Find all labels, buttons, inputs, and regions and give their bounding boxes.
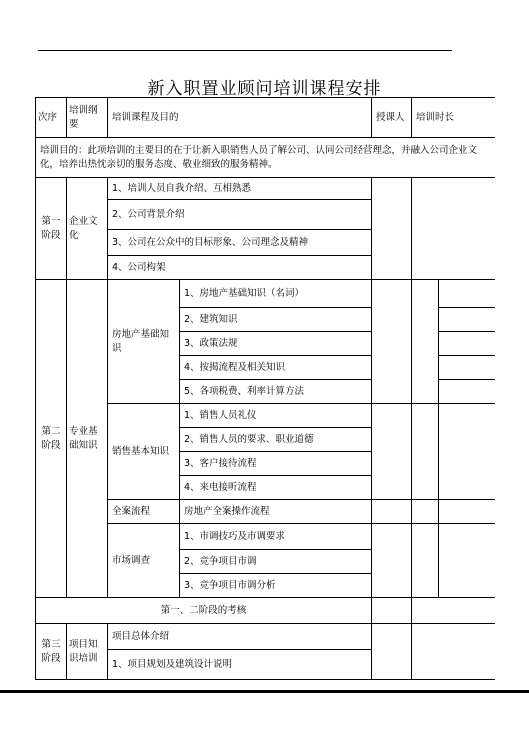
stage2-item: 2、建筑知识 <box>180 308 372 332</box>
stage2-group-name: 销售基本知识 <box>108 404 180 500</box>
stage2-date-cell <box>439 356 496 380</box>
stage2-duration-cell <box>412 500 439 524</box>
stage2-duration-cell <box>412 524 439 598</box>
stage3-teacher-cell <box>372 624 412 680</box>
stage2-item: 2、竞争项目市调 <box>180 550 372 574</box>
stage1-item: 3、公司在公众中的目标形象、公司理念及精神 <box>108 230 372 256</box>
stage2-item: 3、客户接待流程 <box>180 452 372 476</box>
header-order: 次序 <box>36 98 67 138</box>
stage2-item: 3、政策法规 <box>180 332 372 356</box>
stage2-duration-cell <box>412 404 439 500</box>
stage2-date-cell <box>439 280 496 308</box>
stage1-item: 4、公司构架 <box>108 256 372 280</box>
stage2-group-name: 市场调查 <box>108 524 180 598</box>
training-schedule-table <box>35 97 495 700</box>
stage2-group-name: 房地产基础知识 <box>108 280 180 404</box>
exam-duration-cell <box>412 598 496 624</box>
stage2-item: 4、按揭流程及相关知识 <box>180 356 372 380</box>
stage2-date-cell <box>439 380 496 404</box>
exam-teacher-cell <box>372 598 412 624</box>
stage2-item: 1、市调技巧及市调要求 <box>180 524 372 550</box>
top-rule <box>38 50 452 51</box>
stage2-date-cell <box>439 404 496 500</box>
stage-exam: 第一、二阶段的考核 <box>36 598 372 624</box>
stage2-item: 5、各项税费、利率计算方法 <box>180 380 372 404</box>
stage3-item: 项目总体介绍 <box>108 624 372 650</box>
stage2-item: 3、竞争项目市调分析 <box>180 574 372 598</box>
stage2-item: 1、房地产基础知识（名词） <box>180 280 372 308</box>
stage1-teacher-cell <box>372 178 412 280</box>
stage3-duration-cell <box>412 624 496 680</box>
stage2-item: 房地产全案操作流程 <box>180 500 372 524</box>
stage1-item: 1、培训人员自我介绍、互相熟悉 <box>108 178 372 200</box>
header-duration: 培训时长 <box>412 98 496 138</box>
stage2-label: 第二阶段 <box>36 280 67 598</box>
stage2-date-cell <box>439 524 496 598</box>
stage2-teacher-cell <box>372 404 412 500</box>
stage2-teacher-cell <box>372 500 412 524</box>
table-header-row <box>36 98 496 138</box>
header-outline: 培训纲要 <box>67 98 108 138</box>
stage2-date-cell <box>439 308 496 332</box>
header-teacher: 授课人 <box>372 98 412 138</box>
stage1-item: 2、公司背景介绍 <box>108 200 372 230</box>
page-title: 新入职置业顾问培训课程安排 <box>147 79 382 99</box>
stage2-group-name: 全案流程 <box>108 500 180 524</box>
stage3-label: 第三阶段 <box>36 624 67 680</box>
stage2-date-cell <box>439 500 496 524</box>
stage3-outline: 项目知识培训 <box>67 624 108 680</box>
stage1-outline: 企业文化 <box>67 178 108 280</box>
stage2-item: 4、来电接听流程 <box>180 476 372 500</box>
stage3-item: 1、项目规划及建筑设计说明 <box>108 650 372 680</box>
training-objective: 培训目的：此项培训的主要目的在于让新入职销售人员了解公司、认同公司经营理念，并融入公司企业文化，培养出热忱亲切的服务态度、敬业细致的服务精神。 <box>36 138 496 178</box>
stage2-teacher-cell <box>372 524 412 598</box>
stage2-date-cell <box>439 332 496 356</box>
stage2-item: 1、销售人员礼仪 <box>180 404 372 428</box>
stage2-outline: 专业基础知识 <box>67 280 108 598</box>
stage2-duration-cell <box>412 280 439 404</box>
page-break-rule <box>0 690 529 693</box>
stage1-label: 第一阶段 <box>36 178 67 280</box>
stage2-item: 2、销售人员的要求、职业道德 <box>180 428 372 452</box>
header-course: 培训课程及目的 <box>108 98 372 138</box>
stage1-duration-cell <box>412 178 496 280</box>
stage2-teacher-cell <box>372 280 412 404</box>
